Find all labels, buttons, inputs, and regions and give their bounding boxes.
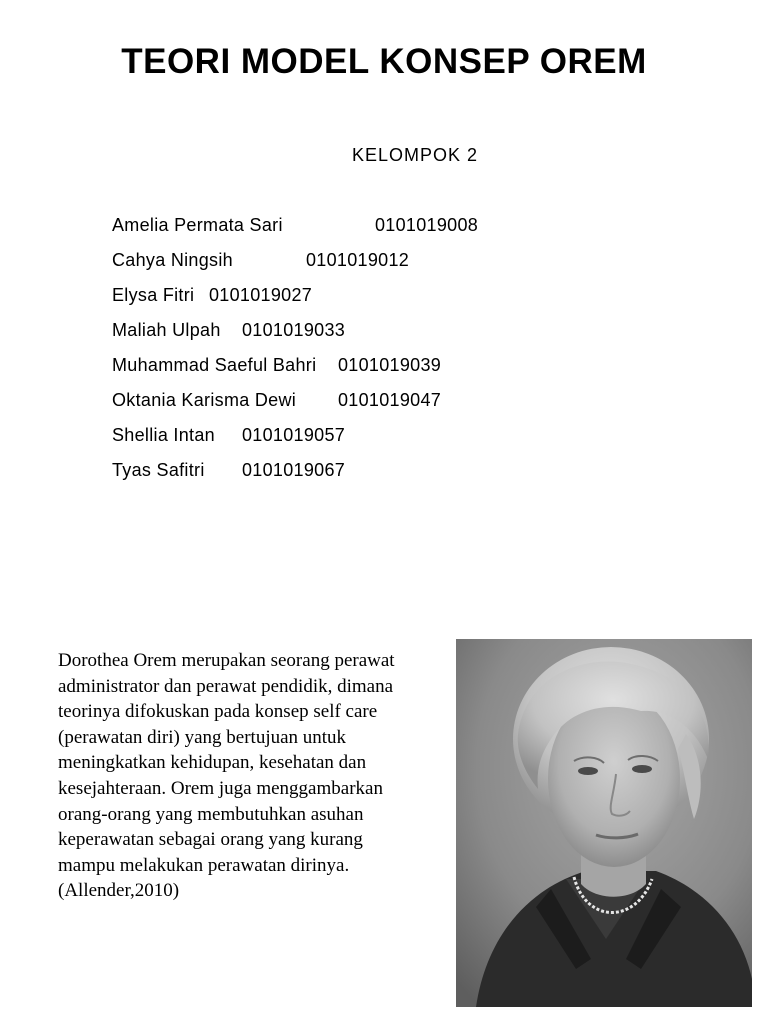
member-nim: 0101019039 bbox=[338, 355, 442, 375]
member-nim: 0101019057 bbox=[242, 425, 346, 445]
member-name: Tyas Safitri bbox=[112, 460, 205, 480]
member-row bbox=[112, 424, 346, 459]
bio-line: (perawatan diri) yang bertujuan untuk bbox=[58, 726, 347, 748]
member-row bbox=[112, 214, 479, 249]
member-name: Muhammad Saeful Bahri bbox=[112, 355, 317, 375]
member-name: Maliah Ulpah bbox=[112, 320, 221, 340]
member-row bbox=[112, 389, 442, 424]
member-nim: 0101019047 bbox=[338, 390, 442, 410]
member-row bbox=[112, 284, 316, 319]
member-row bbox=[112, 249, 410, 284]
group-label: KELOMPOK 2 bbox=[352, 145, 479, 165]
member-name: Cahya Ningsih bbox=[112, 250, 233, 270]
member-list bbox=[112, 214, 479, 494]
member-row bbox=[112, 319, 346, 354]
bio-line: (Allender,2010) bbox=[58, 880, 180, 902]
bio-line: keperawatan sebagai orang yang kurang bbox=[58, 829, 363, 851]
bio-line: kesejahteraan. Orem juga menggambarkan bbox=[58, 777, 383, 799]
bio-line: mampu melakukan perawatan dirinya. bbox=[58, 854, 350, 876]
member-row bbox=[112, 354, 442, 389]
member-nim: 0101019027 bbox=[209, 285, 313, 305]
member-nim: 0101019067 bbox=[242, 460, 346, 480]
member-row bbox=[112, 459, 346, 494]
bio-line: Dorothea Orem merupakan seorang perawat bbox=[58, 650, 395, 671]
bio-line: meningkatkan kehidupan, kesehatan dan bbox=[58, 752, 367, 774]
member-nim: 0101019033 bbox=[242, 320, 346, 340]
member-name: Oktania Karisma Dewi bbox=[112, 390, 297, 410]
bio-paragraph bbox=[58, 648, 448, 904]
member-nim: 0101019012 bbox=[306, 250, 410, 270]
bio-line: orang-orang yang membutuhkan asuhan bbox=[58, 803, 364, 825]
member-nim: 0101019008 bbox=[375, 215, 479, 235]
member-name: Amelia Permata Sari bbox=[112, 215, 283, 235]
member-name: Elysa Fitri bbox=[112, 285, 195, 305]
portrait-icon bbox=[456, 639, 752, 1007]
page-title: TEORI MODEL KONSEP OREM bbox=[121, 42, 647, 81]
portrait-photo bbox=[456, 639, 752, 1007]
bio-line: teorinya difokuskan pada konsep self care bbox=[58, 701, 378, 723]
member-name: Shellia Intan bbox=[112, 425, 215, 445]
bio-line: administrator dan perawat pendidik, dimana bbox=[58, 675, 394, 697]
